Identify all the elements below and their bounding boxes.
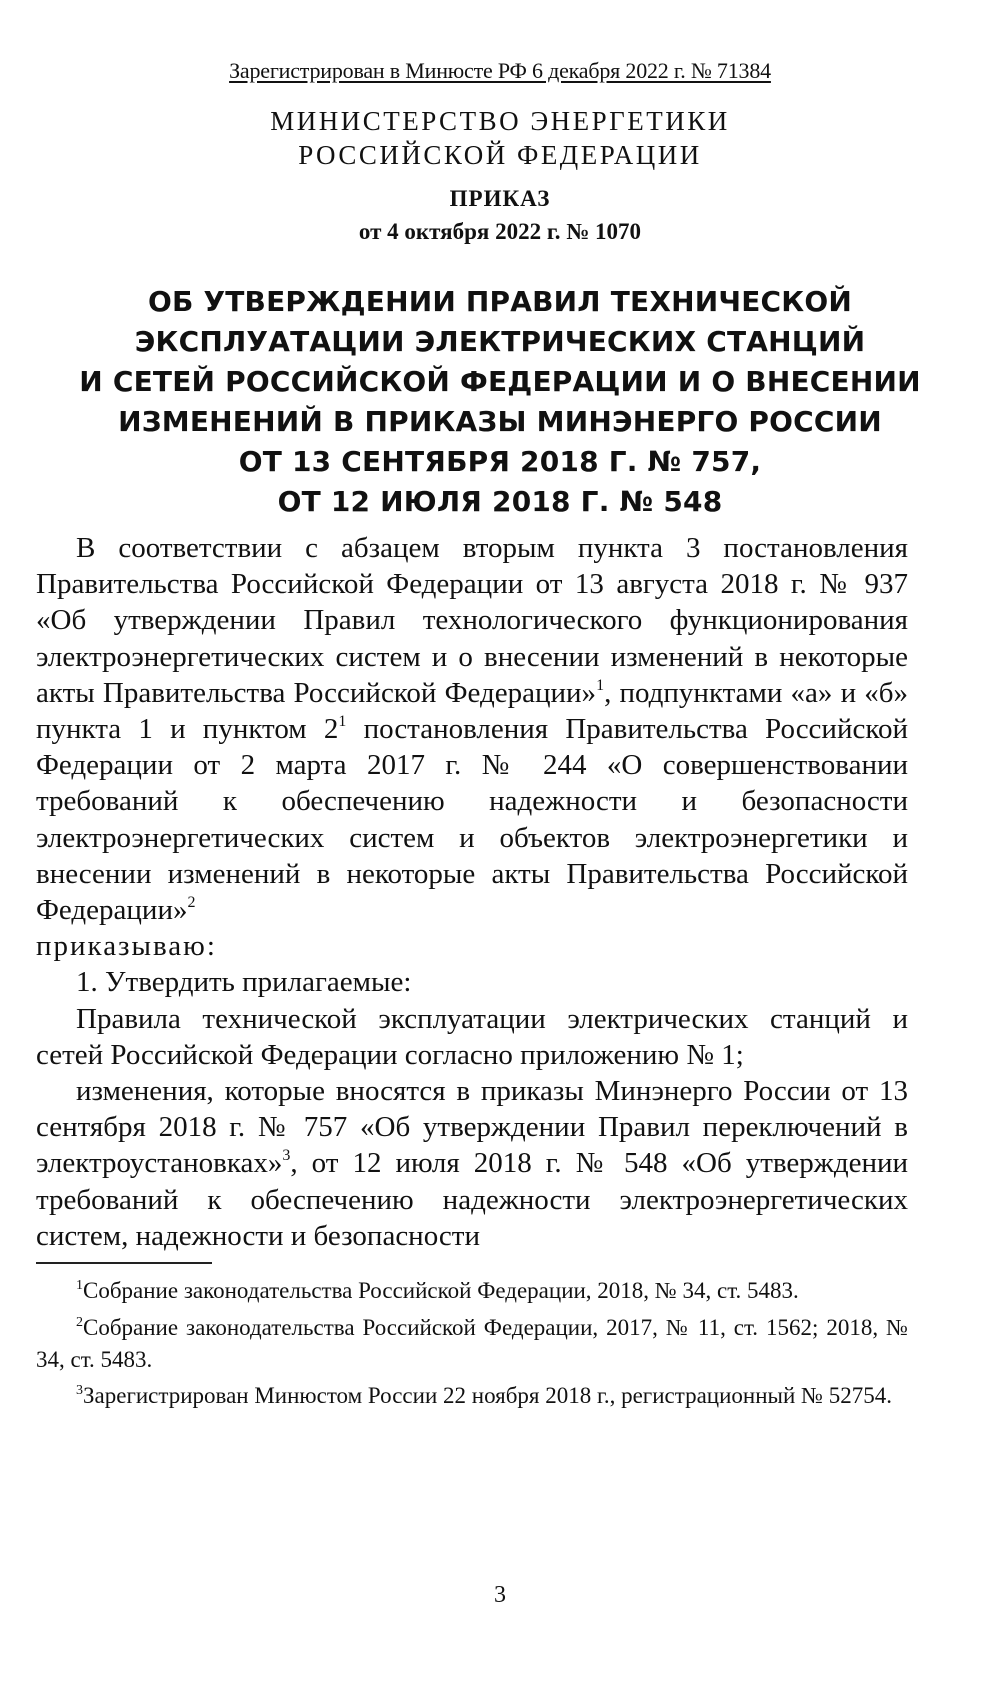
heading-line: ЭКСПЛУАТАЦИИ ЭЛЕКТРИЧЕСКИХ СТАНЦИЙ [134,325,866,358]
item-1-paragraph: 1. Утвердить прилагаемые: [76,966,412,999]
registration-note: Зарегистрирован в Минюсте РФ 6 декабря 2022 г. № 71384 [229,58,771,83]
footnote-2 [36,1312,908,1376]
footnote-ref-1: 1 [596,676,605,694]
document-heading [30,282,970,522]
heading-line: ОТ 12 ИЮЛЯ 2018 Г. № 548 [277,485,723,518]
heading-line: ОБ УТВЕРЖДЕНИИ ПРАВИЛ ТЕХНИЧЕСКОЙ [147,285,853,318]
preamble-paragraph [36,530,908,964]
heading-line: ОТ 13 СЕНТЯБРЯ 2018 Г. № 757, [238,445,762,478]
changes-text: , от 12 июля 2018 г. № 548 «Об утверждении требований к обеспечению надежности электроэнергетических систем, надежности и безопасности [36,1147,908,1252]
heading-line: ИЗМЕНЕНИЙ В ПРИКАЗЫ МИНЭНЕРГО РОССИИ [118,405,882,438]
point-superscript: 1 [338,713,347,731]
document-body [36,530,908,1254]
order-date-number: от 4 октября 2022 г. № 1070 [358,219,642,244]
footnote-text: Собрание законодательства Российской Федерации, 2017, № 11, ст. 1562; 2018, № 34, ст. 5483. [36,1314,908,1372]
preamble-text: , подпунктами «а» и «б» пункта 1 и пунктом 2 [36,676,909,746]
changes-text: изменения, которые вносятся в приказы Минэнерго России от 13 сентября 2018 г. № 757 «Об утверждении Правил переключений в электроустановках» [36,1075,908,1180]
preamble-text: В соответствии с абзацем вторым пункта 3 постановления Правительства Российской Федерации от 13 августа 2018 г. № 937 «Об утверждении Правил технологического функционирования электроэнергетических систем и о внесении изменений в некоторые акты Правительства Российской Федерации» [36,532,908,709]
footnote-mark: 2 [76,1314,83,1330]
footnote-text: Собрание законодательства Российской Федерации, 2018, № 34, ст. 5483. [83,1278,799,1303]
order-title: ПРИКАЗ [449,186,551,211]
rules-paragraph: Правила технической эксплуатации электрических станций и сетей Российской Федерации согласно приложению № 1; [36,1002,908,1071]
footnote-mark: 3 [76,1383,83,1399]
footnote-ref-3: 3 [282,1147,291,1165]
heading-line: И СЕТЕЙ РОССИЙСКОЙ ФЕДЕРАЦИИ И О ВНЕСЕНИИ [79,365,921,398]
footnote-ref-2: 2 [187,894,196,912]
footnote-1 [36,1275,908,1307]
preamble-text: постановления Правительства Российской Федерации от 2 марта 2017 г. № 244 «О совершенствовании требований к обеспечению надежности и безопасности электроэнергетических систем и объектов электроэнергетики и внесении изменений в некоторые акты Правительства Российской Федерации» [36,713,908,927]
footnote-mark: 1 [76,1278,83,1293]
footnote-3 [36,1380,908,1412]
footnote-text: Зарегистрирован Минюстом России 22 ноября 2018 г., регистрационный № 52754. [83,1383,892,1409]
order-command: приказываю: [36,930,217,963]
ministry-line-1: МИНИСТЕРСТВО ЭНЕРГЕТИКИ [270,106,730,136]
footnote-divider [36,1262,212,1264]
ministry-line-2: РОССИЙСКОЙ ФЕДЕРАЦИИ [298,140,702,170]
ministry-name [0,104,1000,172]
footnotes [36,1275,908,1417]
page-number: 3 [494,1582,506,1608]
changes-paragraph [36,1073,908,1254]
